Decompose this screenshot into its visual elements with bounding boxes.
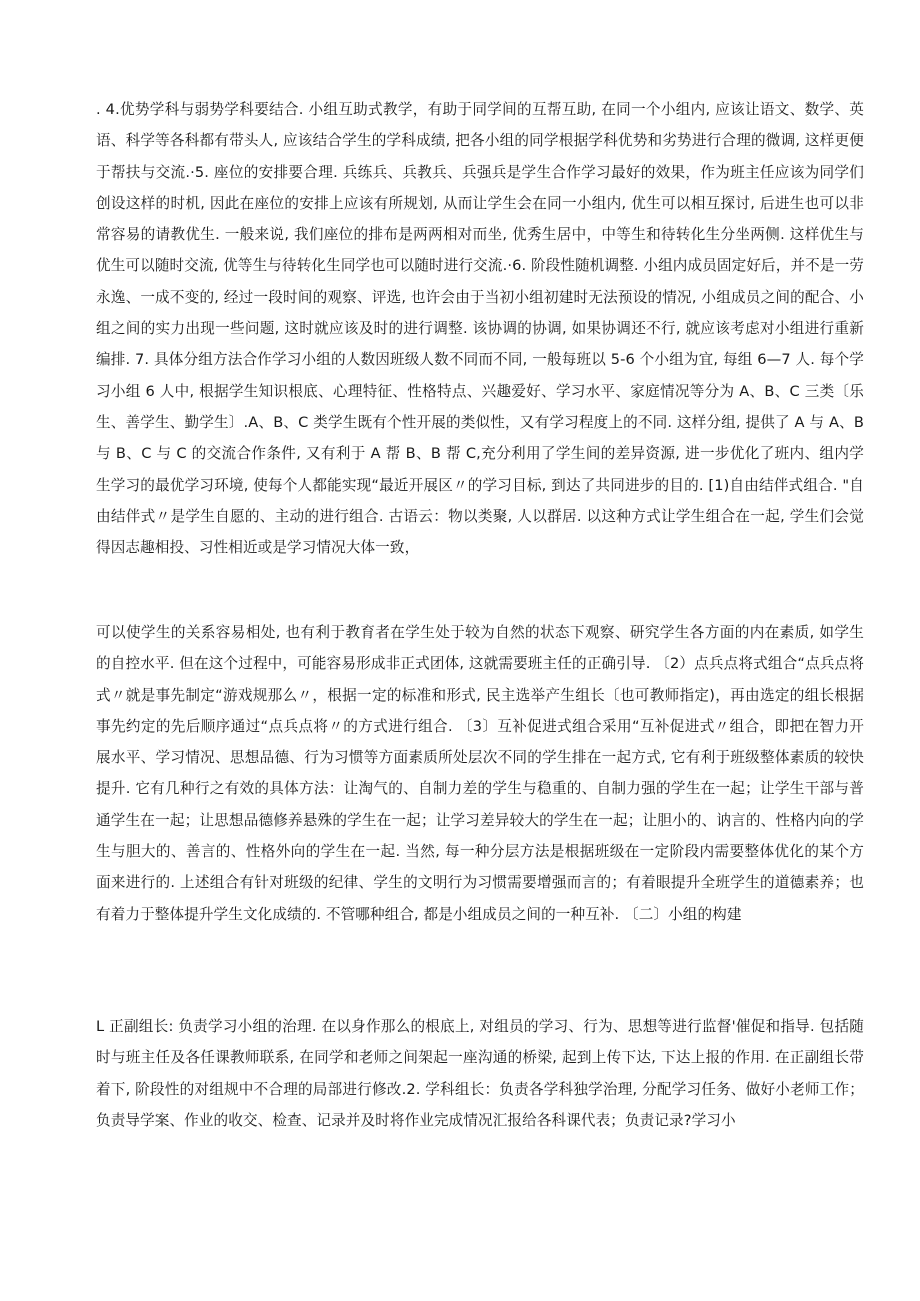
paragraph-complementary-grouping: 可以使学生的关系容易相处, 也有利于教育者在学生处于较为自然的状态下观察、研究学生各方面的内在素质, 如学生的自控水平. 但在这个过程中，可能容易形成非正式团体, 这就需要班主任的正确引导. 〔2）点兵点将式组合“点兵点将式〃就是事先制定“游戏规那么〃，根据一定的标准和形式, 民主选举产生组长〔也可教师指定)，再由选定的组长根据事先约定的先后顺序通过“点兵点将〃的方式进行组合. 〔3〕互补促进式组合采用“互补促进式〃组合，即把在智力开展水平、学习情况、思想品德、行为习惯等方面素质所处层次不同的学生排在一起方式, 它有利于班级整体素质的较快提升. 它有几种行之有效的具体方法：让淘气的、自制力差的学生与稳重的、自制力强的学生在一起；让学生干部与普通学生在一起；让思想品德修养悬殊的学生在一起；让学习差异较大的学生在一起；让胆小的、讷言的、性格内向的学生与胆大的、善言的、性格外向的学生在一起. 当然, 每一种分层方法是根据班级在一定阶段内需要整体优化的某个方面来进行的. 上述组合有针对班级的纪律、学生的文明行为习惯需要增强而言的；有着眼提升全班学生的道德素养；也有着力于整体提升学生文化成绩的. 不管哪种组合, 都是小组成员之间的一种互补. 〔二〕小组的构建 — [96, 624, 864, 923]
paragraph-group-formation: . 4.优势学科与弱势学科要结合. 小组互助式教学，有助于同学间的互帮互助, 在同一个小组内, 应该让语文、数学、英语、科学等各科都有带头人, 应该结合学生的学科成绩, 把各小组的同学根据学科优势和劣势进行合理的微调, 这样更便于帮扶与交流.·5. 座位的安排要合理. 兵练兵、兵教兵、兵强兵是学生合作学习最好的效果，作为班主任应该为同学们创设这样的时机, 因此在座位的安排上应该有所规划, 从而让学生会在同一小组内, 优生可以相互探讨, 后进生也可以非常容易的请教优生. 一般来说, 我们座位的排布是两两相对而坐, 优秀生居中，中等生和待转化生分坐两侧. 这样优生与优生可以随时交流, 优等生与待转化生同学也可以随时进行交流.·6. 阶段性随机调整. 小组内成员固定好后，并不是一劳永逸、一成不变的, 经过一段时间的观察、评选, 也许会由于当初小组初建时无法预设的情况, 小组成员之间的配合、小组之间的实力出现一些问题, 这时就应该及时的进行调整. 该协调的协调, 如果协调还不行, 就应该考虑对小组进行重新编排. 7. 具体分组方法合作学习小组的人数因班级人数不同而不同, 一般每班以 5-6 个小组为宜, 每组 6—7 人. 每个学习小组 6 人中, 根据学生知识根底、心理特征、性格特点、兴趣爱好、学习水平、家庭情况等分为 A、B、C 三类〔乐生、善学生、勤学生〕.A、B、C 类学生既有个性开展的类似性，又有学习程度上的不同. 这样分组, 提供了 A 与 A、B 与 B、C 与 C 的交流合作条件, 又有利于 A 帮 B、B 帮 C,充分利用了学生间的差异资源, 进一步优化了班内、组内学生学习的最优学习环境, 使每个人都能实现“最近开展区〃的学习目标, 到达了共同进步的目的. [1)自由结伴式组合. "自由结伴式〃是学生自愿的、主动的进行组合. 古语云：物以类聚, 人以群居. 以这种方式让学生组合在一起, 学生们会觉得因志趣相投、习性相近或是学习情况大体一致， — [96, 101, 864, 557]
paragraph-group-leaders: L 正副组长: 负责学习小组的治理. 在以身作那么的根底上, 对组员的学习、行为、思想等进行监督'催促和指导. 包括随时与班主任及各任课教师联系, 在同学和老师之间架起一座沟通的桥梁, 起到上传下达, 下达上报的作用. 在正副组长带着下, 阶段性的对组规中不合理的局部进行修改.2. 学科组长：负责各学科独学治理, 分配学习任务、做好小老师工作；负责导学案、作业的收交、检查、记录并及时将作业完成情况汇报给各科课代表；负责记录?学习小 — [96, 1018, 864, 1129]
